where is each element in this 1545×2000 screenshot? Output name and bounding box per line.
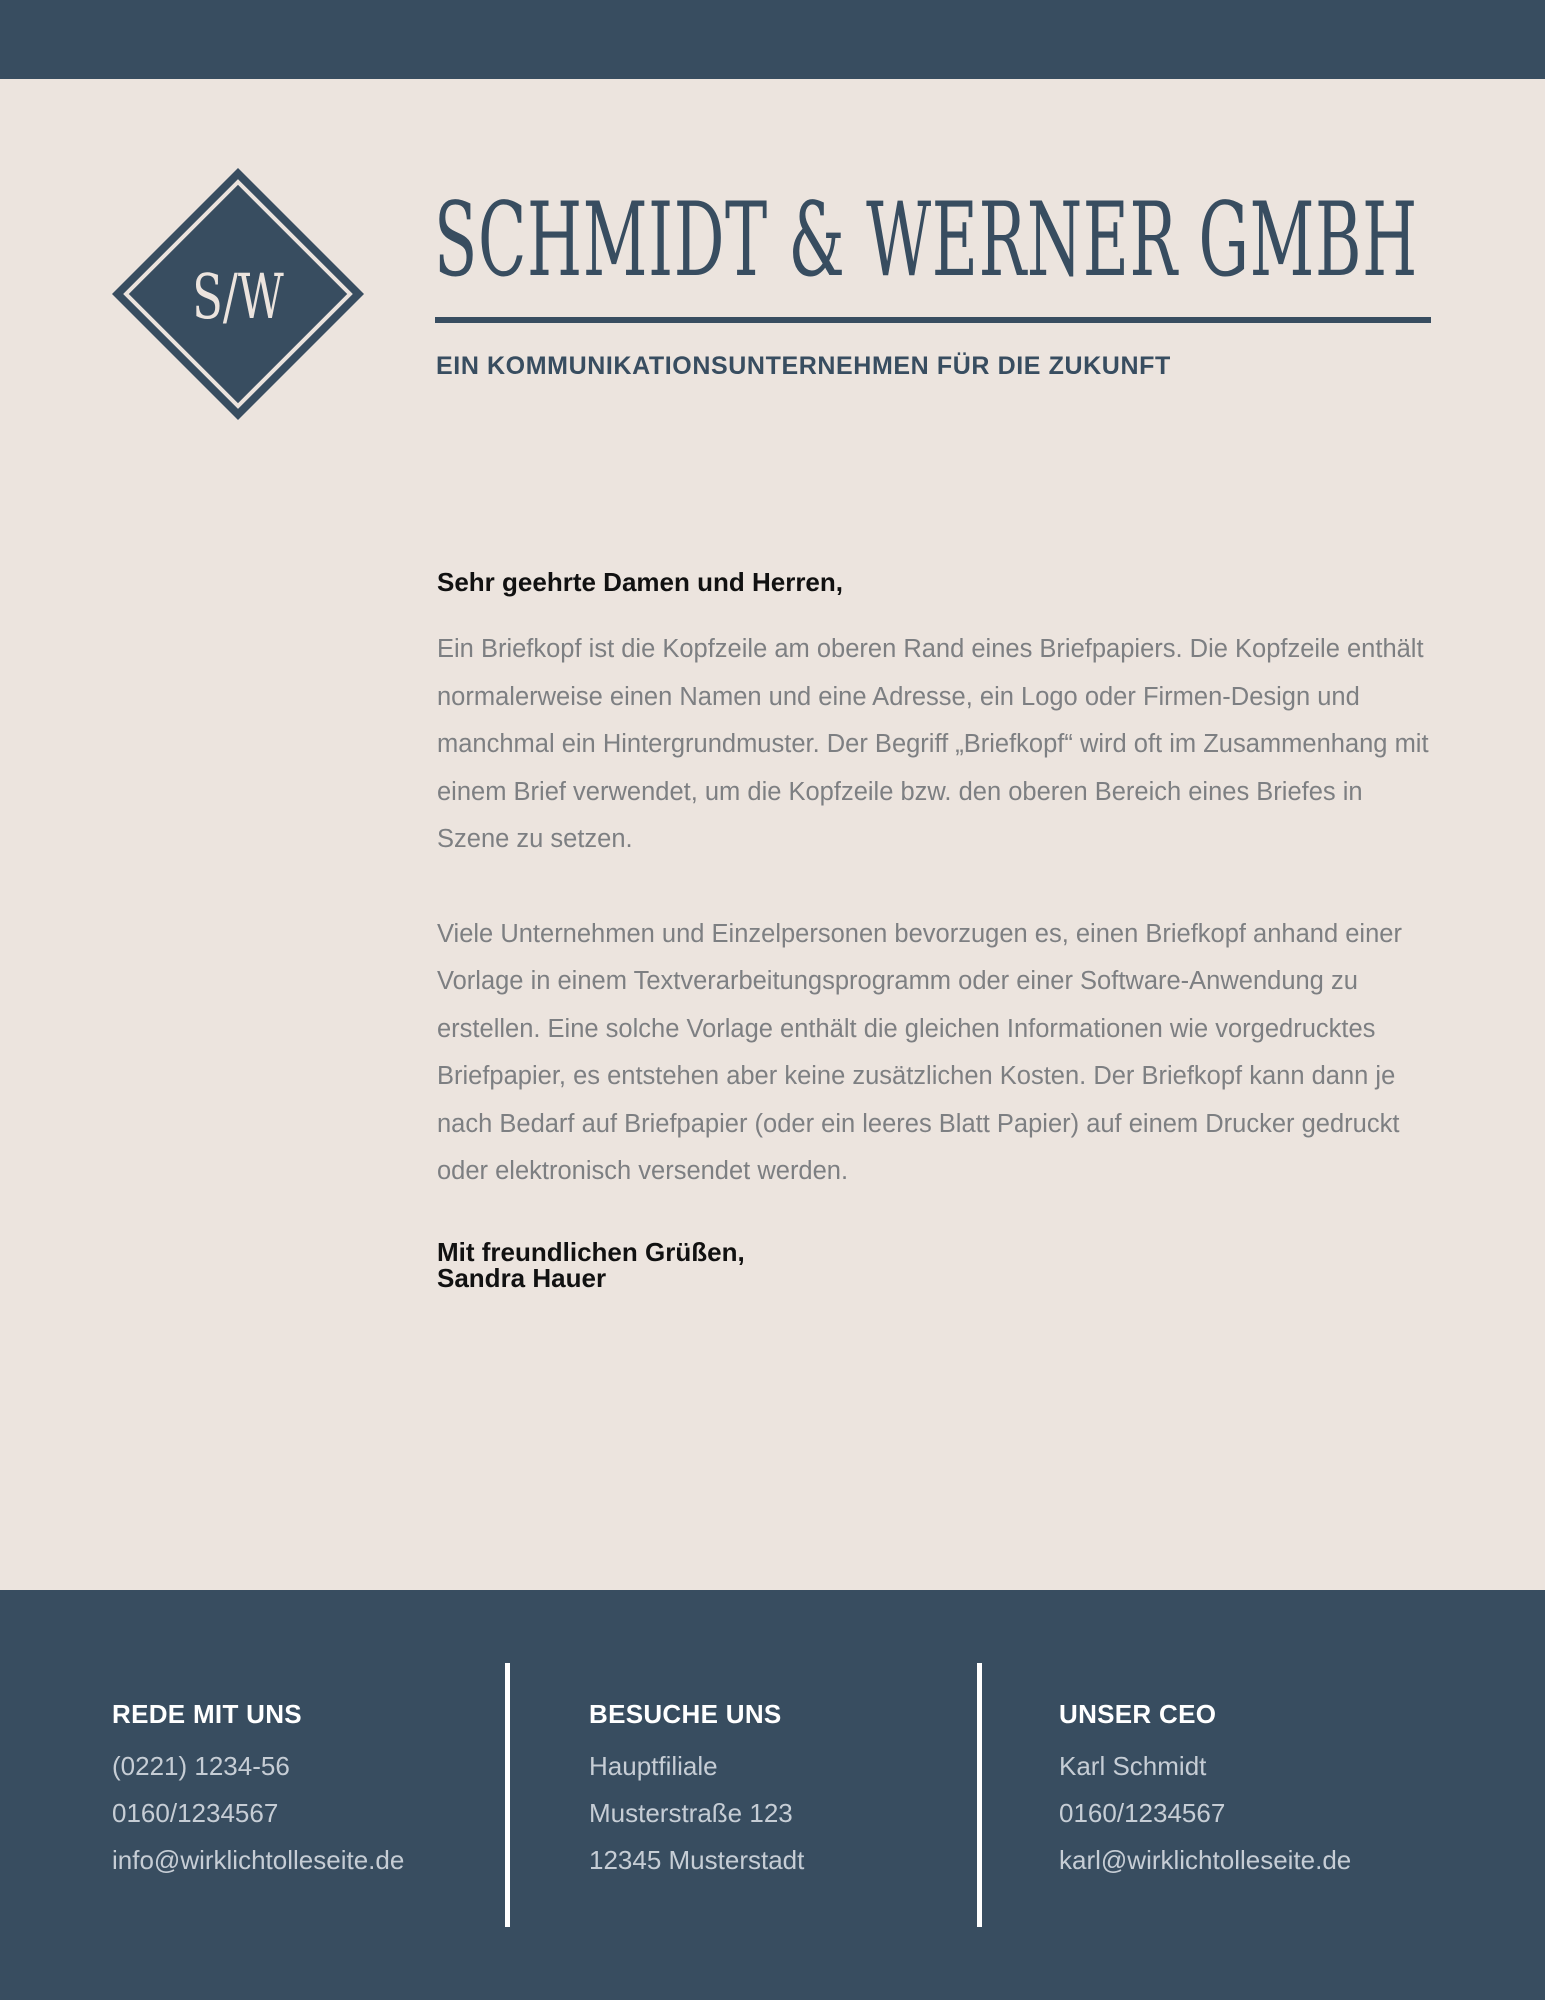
header-divider: [435, 317, 1431, 323]
letter-closing: Mit freundlichen Grüßen,: [437, 1236, 745, 1267]
footer-contact-title: REDE MIT UNS: [112, 1699, 302, 1729]
footer-contact-email[interactable]: info@wirklichtolleseite.de: [112, 1845, 405, 1875]
letter-body: [437, 560, 1437, 1295]
letter-signature: Sandra Hauer: [437, 1262, 607, 1293]
footer-visit-branch: Hauptfiliale: [589, 1751, 718, 1781]
letter-paragraph-1: Ein Briefkopf ist die Kopfzeile am oberen Rand eines Briefpapiers. Die Kopfzeile enthält normalerweise einen Namen und eine Adresse, ein Logo oder Firmen-Design und manchmal ein Hintergrundmuster. Der Begriff „Briefkopf“ wird oft im Zusammenhang mit einem Brief verwendet, um die Kopfzeile bzw. den oberen Bereich eines Briefes in Szene zu setzen.: [437, 635, 1429, 853]
letter-salutation: Sehr geehrte Damen und Herren,: [437, 567, 843, 597]
footer-ceo-name: Karl Schmidt: [1059, 1751, 1207, 1781]
footer-visit-column: [589, 1693, 804, 1884]
footer-contact-column: [112, 1693, 404, 1884]
company-name: SCHMIDT & WERNER GMBH: [434, 181, 1418, 300]
footer-ceo-email[interactable]: karl@wirklichtolleseite.de: [1059, 1845, 1352, 1875]
footer-ceo-title: UNSER CEO: [1059, 1699, 1217, 1729]
logo-monogram: S/W: [192, 260, 284, 333]
footer-contact-mobile: 0160/1234567: [112, 1798, 279, 1828]
footer-visit-street: Musterstraße 123: [589, 1798, 793, 1828]
letter-paragraph-2: Viele Unternehmen und Einzelpersonen bevorzugen es, einen Briefkopf anhand einer Vorlage in einem Textverarbeitungsprogramm oder einer Software-Anwendung zu erstellen. Eine solche Vorlage enthält die gleichen Informationen wie vorgedrucktes Briefpapier, es entstehen aber keine zusätzlichen Kosten. Der Briefkopf kann dann je nach Bedarf auf Briefpapier (oder ein leeres Blatt Papier) auf einem Drucker gedruckt oder elektronisch versendet werden.: [437, 919, 1402, 1185]
footer-divider-2: [977, 1663, 982, 1927]
footer-visit-city: 12345 Musterstadt: [589, 1845, 805, 1875]
footer-contact-phone: (0221) 1234-56: [112, 1751, 290, 1781]
footer-visit-title: BESUCHE UNS: [589, 1699, 782, 1729]
company-logo: [112, 168, 364, 420]
top-color-band: [0, 0, 1545, 79]
footer-ceo-mobile: 0160/1234567: [1059, 1798, 1226, 1828]
company-tagline: EIN KOMMUNIKATIONSUNTERNEHMEN FÜR DIE ZUKUNFT: [436, 352, 1171, 380]
footer-divider-1: [505, 1663, 510, 1927]
footer-ceo-column: [1059, 1693, 1351, 1884]
